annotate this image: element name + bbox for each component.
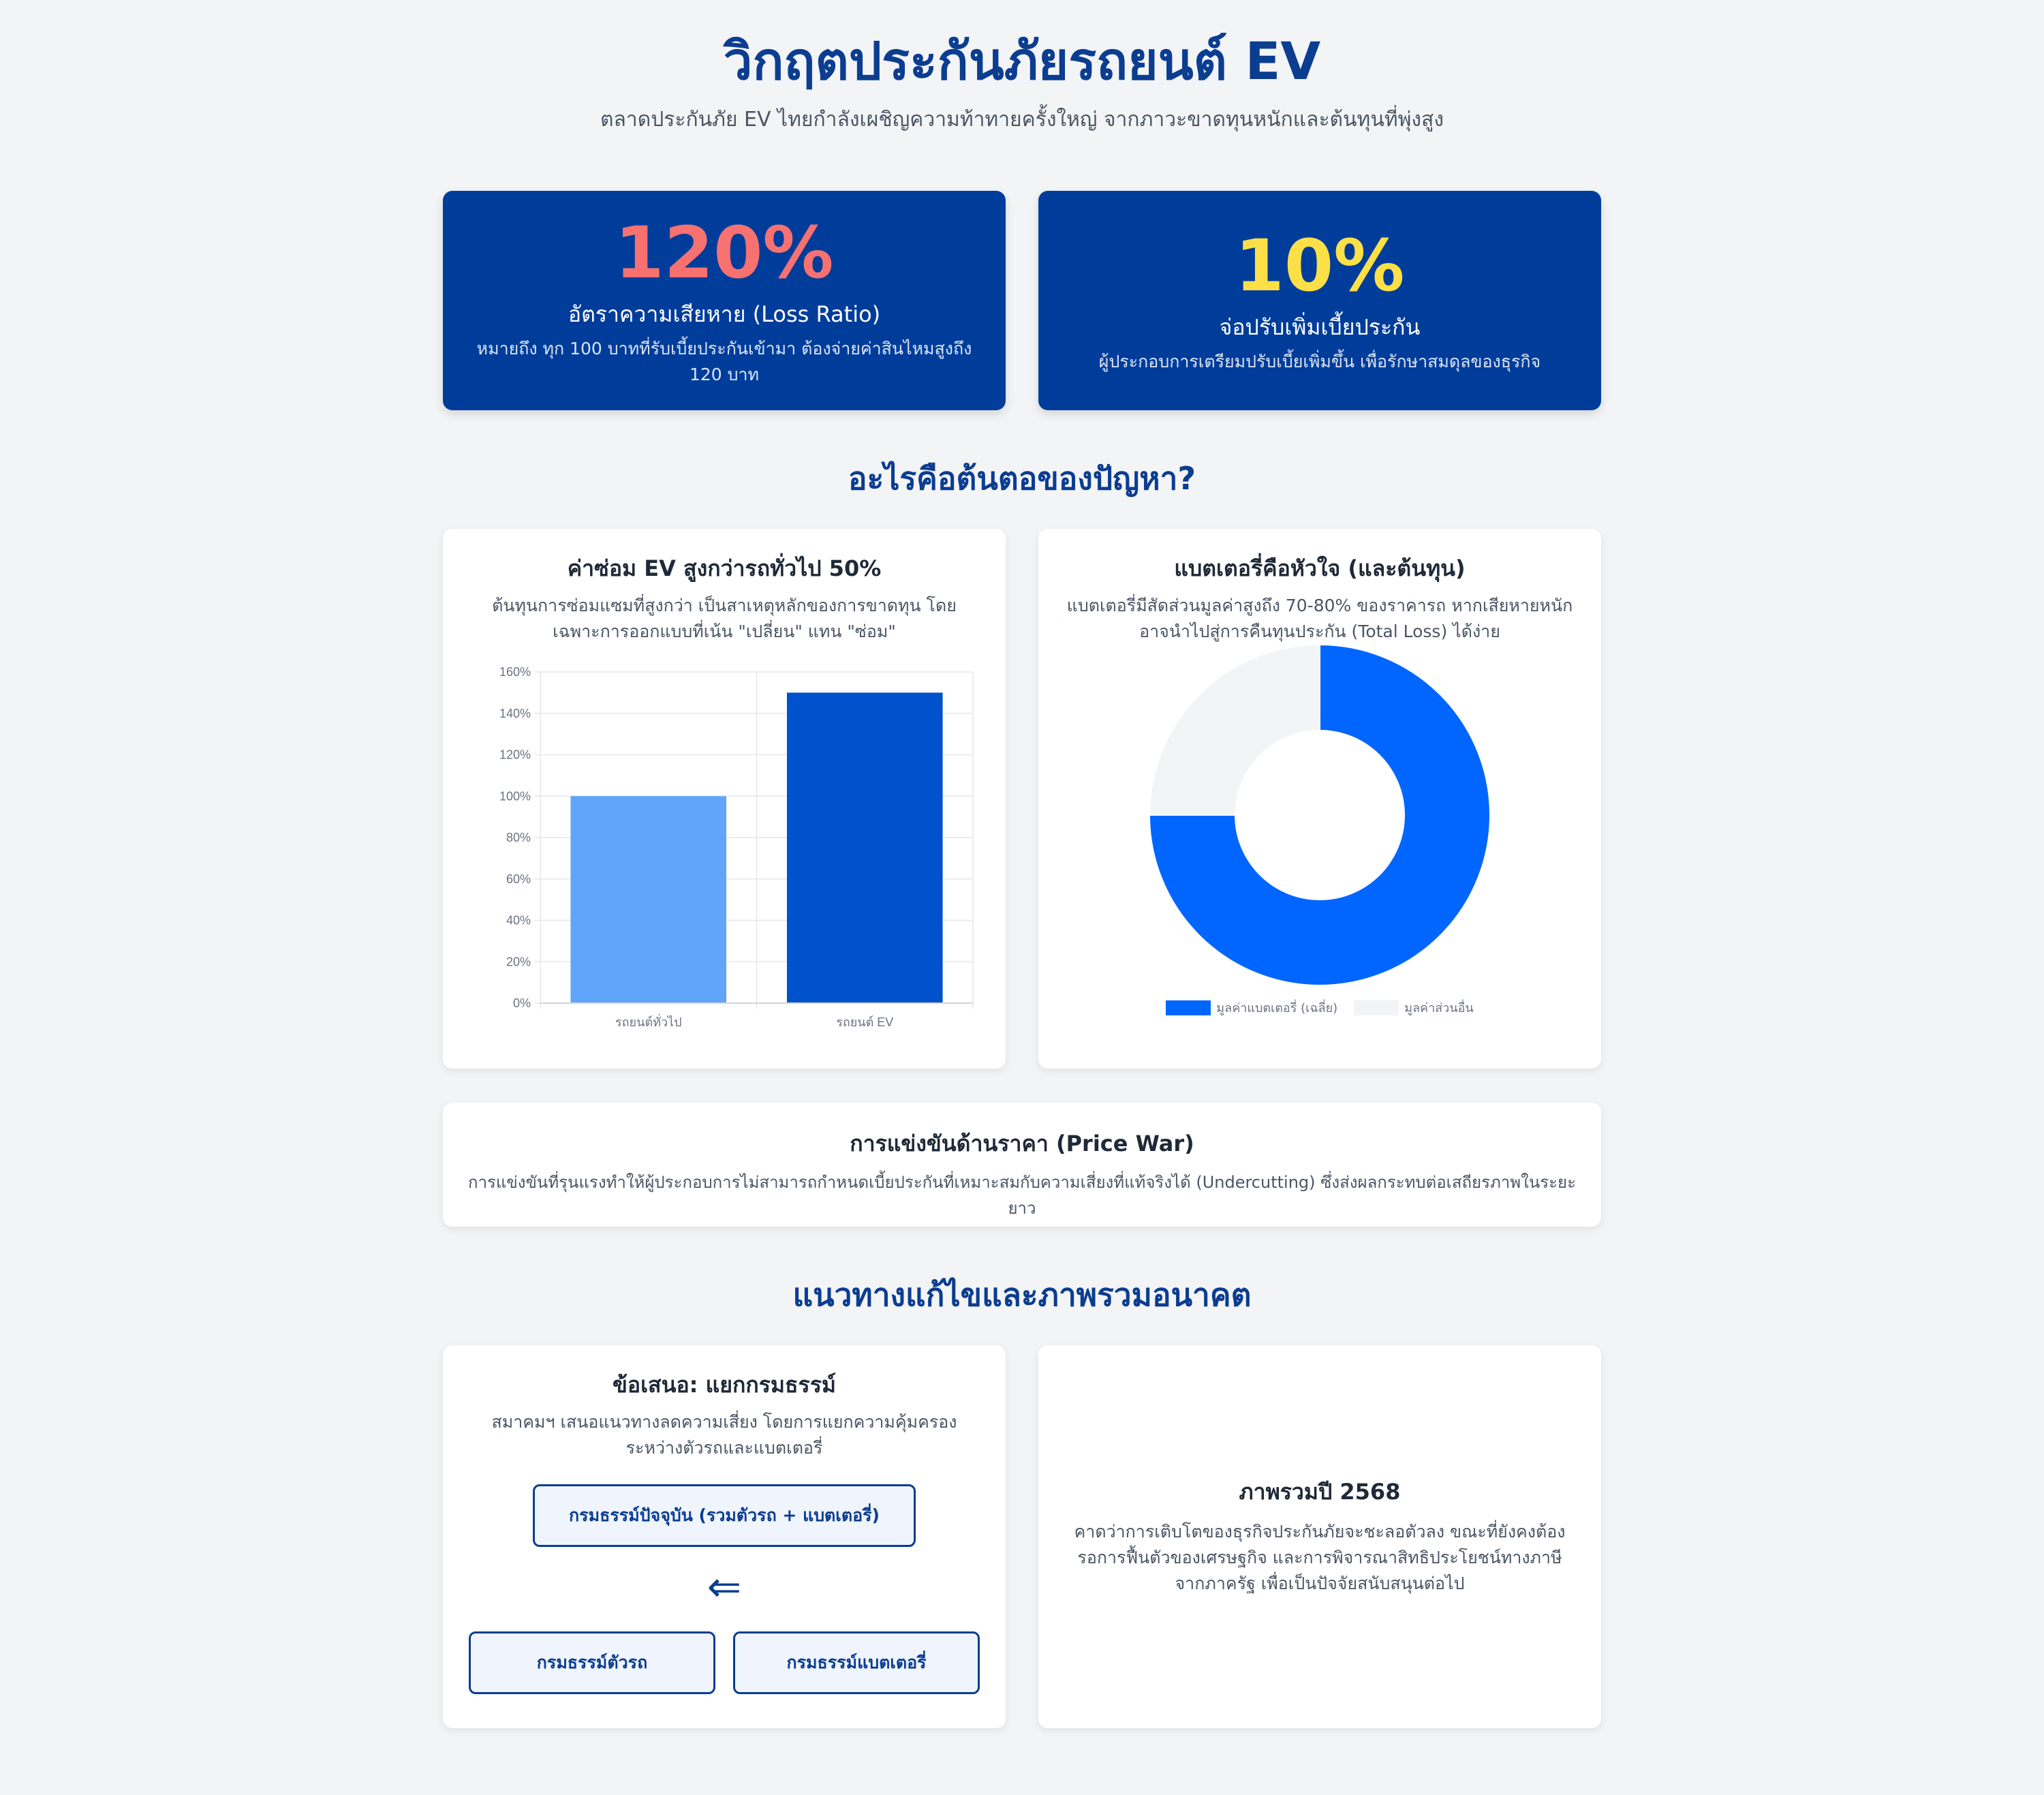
battery-card: [1038, 529, 1601, 1069]
legend-item-battery[interactable]: [1166, 998, 1337, 1017]
y-tick-label: 80%: [506, 831, 531, 844]
causes-section-title: อะไรคือต้นตอของปัญหา?: [848, 460, 1196, 497]
legend-swatch-other: [1354, 1000, 1399, 1015]
battery-desc: แบตเตอรี่มีสัดส่วนมูลค่าสูงถึง 70-80% ของราคารถ หากเสียหายหนัก อาจนำไปสู่การคืนทุนประกัน (Total Loss) ได้ง่าย: [1066, 596, 1573, 641]
proposal-card: [443, 1345, 1006, 1728]
loss-ratio-card: [443, 191, 1006, 410]
stat-row: [443, 191, 1601, 410]
repair-cost-title: ค่าซ่อม EV สูงกว่ารถทั่วไป 50%: [567, 555, 882, 581]
proposal-desc: สมาคมฯ เสนอแนวทางลดความเสี่ยง โดยการแยกความคุ้มครองระหว่างตัวรถและแบตเตอรี่: [491, 1412, 957, 1458]
legend-swatch-battery: [1166, 1000, 1211, 1015]
battery-title: แบตเตอรี่คือหัวใจ (และต้นทุน): [1174, 555, 1466, 581]
y-tick-label: 100%: [499, 789, 531, 803]
loss-ratio-desc: หมายถึง ทุก 100 บาทที่รับเบี้ยประกันเข้ามา ต้องจ่ายค่าสินไหมสูงถึง 120 บาท: [476, 339, 972, 384]
current-policy-box[interactable]: กรมธรรม์ปัจจุบัน (รวมตัวรถ + แบตเตอรี่): [533, 1484, 916, 1547]
outlook-card: [1038, 1345, 1601, 1728]
price-war-desc: การแข่งขันที่รุนแรงทำให้ผู้ประกอบการไม่สามารถกำหนดเบี้ยประกันที่เหมาะสมกับความเสี่ยงที่แท้จริงได้ (Undercutting) ซึ่งส่งผลกระทบต่อเสถียรภาพในระยะยาว: [468, 1173, 1576, 1218]
legend-item-other[interactable]: [1354, 998, 1474, 1017]
battery-policy-box[interactable]: กรมธรรม์แบตเตอรี่: [733, 1631, 980, 1694]
proposal-title: ข้อเสนอ: แยกกรมธรรม์: [613, 1372, 836, 1398]
battery-doughnut-chart: [1064, 645, 1575, 994]
price-war-card: [443, 1103, 1601, 1227]
x-tick-label: รถยนต์ทั่วไป: [615, 1015, 682, 1029]
premium-increase-value: 10%: [1235, 224, 1405, 307]
slice-other: [1149, 645, 1320, 815]
split-policy-row: [469, 1631, 980, 1694]
bar-regular-car: [570, 796, 726, 1003]
repair-cost-bar-chart: [469, 650, 980, 1032]
y-tick-label: 60%: [506, 872, 531, 886]
loss-ratio-label: อัตราความเสียหาย (Loss Ratio): [568, 301, 881, 327]
repair-cost-desc: ต้นทุนการซ่อมแซมที่สูงกว่า เป็นสาเหตุหลักของการขาดทุน โดยเฉพาะการออกแบบที่เน้น "เปลี่ยน" แทน "ซ่อม": [492, 596, 957, 641]
y-tick-label: 160%: [499, 665, 531, 679]
legend-label-other: มูลค่าส่วนอื่น: [1404, 1001, 1474, 1015]
split-arrow-icon: ⇐: [707, 1563, 742, 1611]
y-tick-label: 120%: [499, 748, 531, 762]
outlook-desc: คาดว่าการเติบโตของธุรกิจประกันภัยจะชะลอตัวลง ขณะที่ยังคงต้องรอการฟื้นตัวของเศรษฐกิจ และการพิจารณาสิทธิประโยชน์ทางภาษีจากภาครัฐ เพื่อเป็นปัจจัยสนับสนุนต่อไป: [1074, 1522, 1566, 1593]
page-title: วิกฤตประกันภัยรถยนต์ EV: [723, 31, 1321, 91]
page: [443, 27, 1601, 1728]
solutions-section-title: แนวทางแก้ไขและภาพรวมอนาคต: [792, 1276, 1252, 1313]
legend-label-battery: มูลค่าแบตเตอรี่ (เฉลี่ย): [1216, 1001, 1338, 1015]
price-war-title: การแข่งขันด้านราคา (Price War): [850, 1131, 1194, 1156]
premium-increase-label: จ่อปรับเพิ่มเบี้ยประกัน: [1219, 314, 1421, 340]
y-tick-label: 40%: [506, 913, 531, 927]
doughnut-legend: [1064, 998, 1575, 1017]
premium-increase-desc: ผู้ประกอบการเตรียมปรับเบี้ยเพิ่มขึ้น เพื่อรักษาสมดุลของธุรกิจ: [1098, 352, 1541, 371]
repair-cost-card: [443, 529, 1006, 1069]
y-tick-label: 20%: [506, 955, 531, 969]
premium-increase-card: [1038, 191, 1601, 410]
y-tick-label: 140%: [499, 706, 531, 720]
y-tick-label: 0%: [512, 996, 531, 1010]
page-subtitle: ตลาดประกันภัย EV ไทยกำลังเผชิญความท้าทายครั้งใหญ่ จากภาวะขาดทุนหนักและต้นทุนที่พุ่งสูง: [600, 108, 1444, 132]
car-policy-box[interactable]: กรมธรรม์ตัวรถ: [469, 1631, 715, 1694]
x-tick-label: รถยนต์ EV: [836, 1015, 894, 1029]
outlook-title: ภาพรวมปี 2568: [1239, 1479, 1401, 1505]
bar-ev-car: [787, 692, 943, 1003]
causes-row: [443, 529, 1601, 1069]
solutions-row: [443, 1345, 1601, 1728]
loss-ratio-value: 120%: [615, 211, 834, 294]
